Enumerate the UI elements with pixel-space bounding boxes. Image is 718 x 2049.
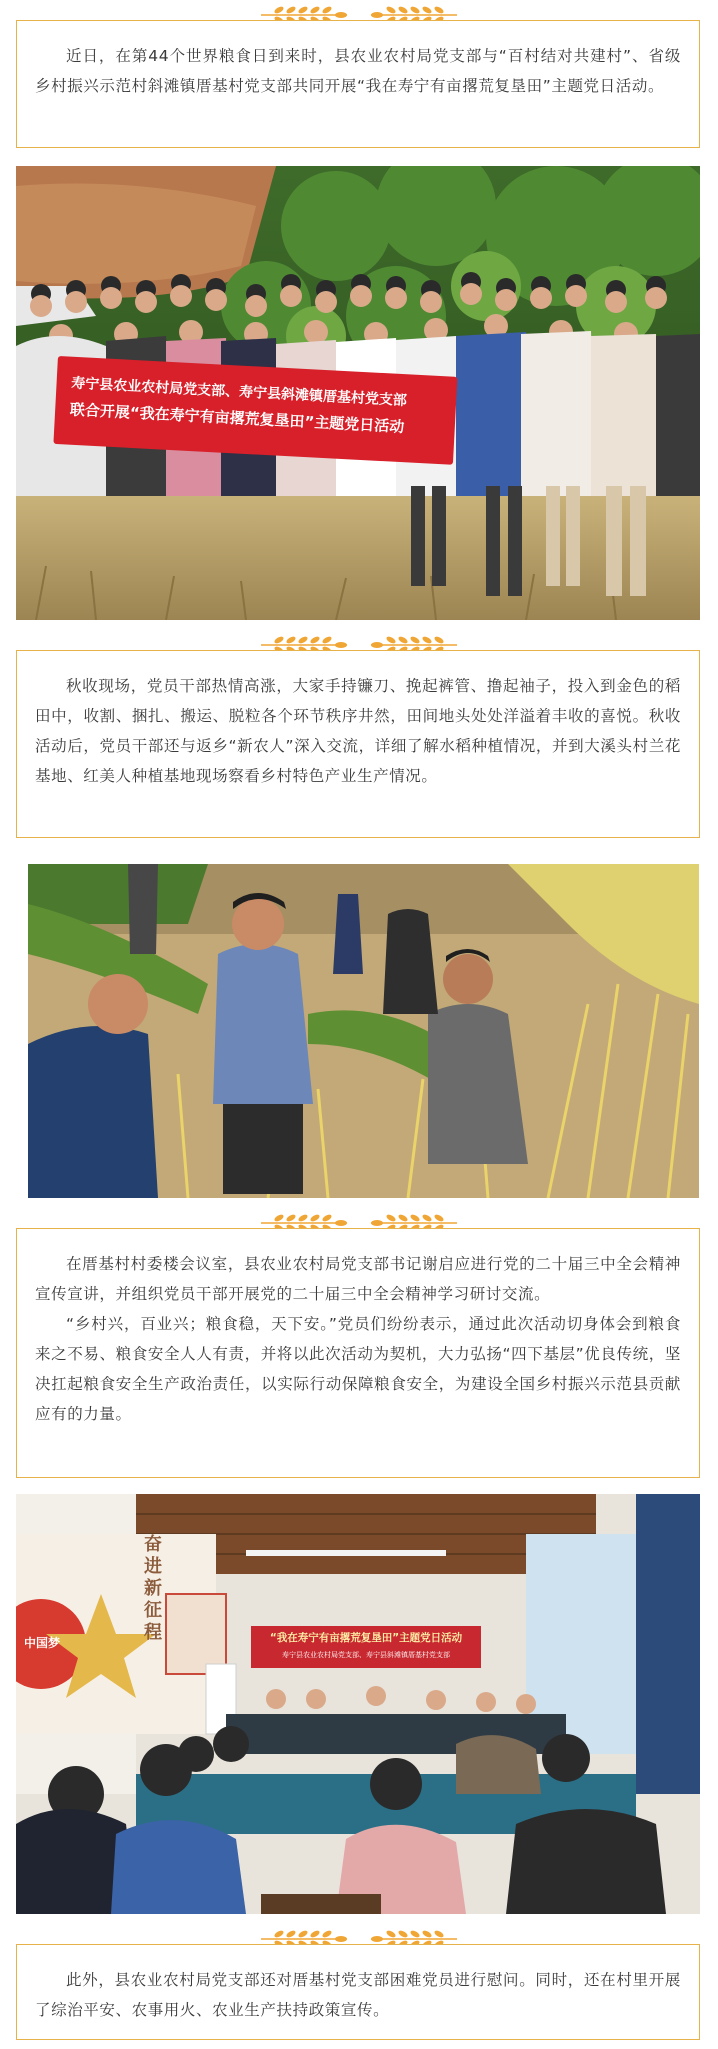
intro-paragraph: 近日，在第44个世界粮食日到来时，县农业农村局党支部与“百村结对共建村”、省级乡村振兴示范村斜滩镇厝基村党支部共同开展“我在寿宁有亩撂荒复垦田”主题党日活动。	[35, 47, 681, 95]
meeting-room-photo	[16, 1494, 700, 1914]
closing-paragraph: 此外，县农业农村局党支部还对厝基村党支部困难党员进行慰问。同时，还在村里开展了综治平安、农事用火、农业生产扶持政策宣传。	[35, 1971, 681, 2019]
screen-title: “我在寿宁有亩撂荒复垦田”主题党日活动	[269, 1632, 463, 1644]
harvest-paragraph: 秋收现场，党员干部热情高涨，大家手持镰刀、挽起裤管、撸起袖子，投入到金色的稻田中，收割、捆扎、搬运、脱粒各个环节秩序井然，田间地头处处洋溢着丰收的喜悦。秋收活动后，党员干部还与返乡“新农人”深入交流，详细了解水稻种植情况，并到大溪头村兰花基地、红美人种植基地现场察看乡村特色产业生产情况。	[35, 677, 681, 785]
screen-subtitle: 寿宁县农业农村局党支部、寿宁县斜滩镇厝基村党支部	[282, 1651, 450, 1659]
closing-text-box	[16, 1944, 700, 2040]
reflection-paragraph: “乡村兴，百业兴；粮食稳，天下安。”党员们纷纷表示，通过此次活动切身体会到粮食来之不易、粮食安全人人有责，并将以此次活动为契机，大力弘扬“四下基层”优良传统，坚决扛起粮食安全生产政治责任，以实际行动保障粮食安全，为建设全国乡村振兴示范县贡献应有的力量。	[35, 1315, 681, 1423]
intro-text-box	[16, 20, 700, 148]
meeting-paragraph: 在厝基村村委楼会议室，县农业农村局党支部书记谢启应进行党的二十届三中全会精神宣传宣讲，并组织党员干部开展党的二十届三中全会精神学习研讨交流。	[35, 1255, 681, 1303]
wall-slogan: 奋进新征程	[144, 1534, 162, 1643]
harvest-action-photo	[28, 864, 699, 1198]
banner-line-2: 联合开展“我在寿宁有亩撂荒复垦田”主题党日活动	[69, 400, 405, 436]
wall-emblem-text: 中国梦	[23, 1636, 60, 1650]
banner-line-1: 寿宁县农业农村局党支部、寿宁县斜滩镇厝基村党支部	[70, 375, 408, 410]
group-photo-harvest-field	[16, 166, 700, 620]
harvest-text-box	[16, 650, 700, 838]
meeting-text-box	[16, 1228, 700, 1478]
